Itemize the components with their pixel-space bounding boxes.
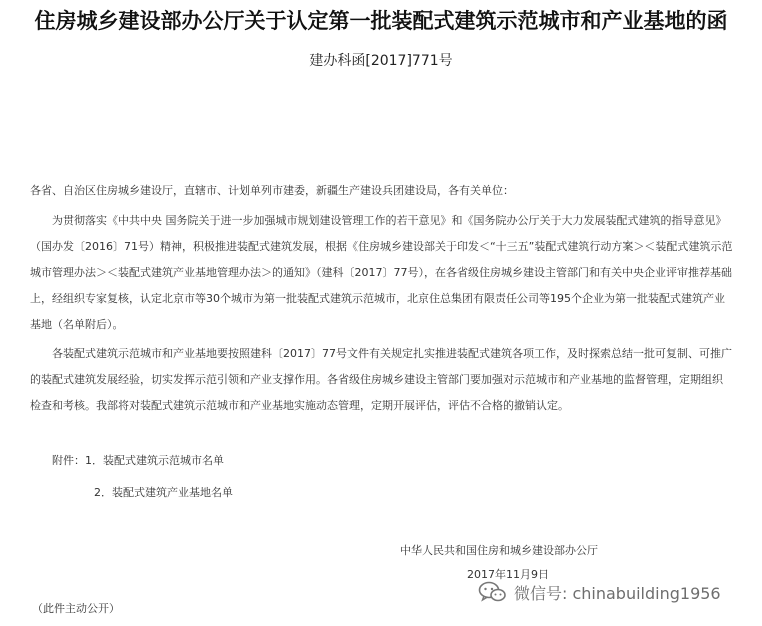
- disclosure-note: （此件主动公开）: [32, 602, 120, 615]
- body-paragraph-1: 为贯彻落实《中共中央 国务院关于进一步加强城市规划建设管理工作的若干意见》和《国务院办公厅关于大力发展装配式建筑的指导意见》（国办发〔2016〕71号）精神，积极推进装配式建筑发展，根据《住房城乡建设部关于印发＜“十三五”装配式建筑行动方案＞＜装配式建筑示范城市管理办法＞＜装配式建筑产业基地管理办法＞的通知》（建科〔2017〕77号），在各省级住房城乡建设主管部门和有关中央企业评审推荐基础上，经组织专家复核，认定北京市等30个城市为第一批装配式建筑示范城市，北京住总集团有限责任公司等195个企业为第一批装配式建筑产业基地（名单附后）。: [30, 214, 733, 331]
- watermark: [478, 579, 721, 605]
- document-title: 住房城乡建设部办公厅关于认定第一批装配式建筑示范城市和产业基地的函: [34, 9, 728, 33]
- attachment-2: 2．装配式建筑产业基地名单: [94, 486, 233, 499]
- document-number: 建办科函[2017]771号: [309, 53, 453, 69]
- attachment-1: 附件：1．装配式建筑示范城市名单: [52, 454, 224, 467]
- watermark-text: 微信号: chinabuilding1956: [514, 583, 721, 603]
- wechat-icon: [478, 581, 506, 603]
- body-paragraph-2: 各装配式建筑示范城市和产业基地要按照建科〔2017〕77号文件有关规定扎实推进装配式建筑各项工作，及时探索总结一批可复制、可推广的装配式建筑发展经验，切实发挥示范引领和产业支撑作用。各省级住房城乡建设主管部门要加强对示范城市和产业基地的监督管理，定期组织检查和考核。我部将对装配式建筑示范城市和产业基地实施动态管理，定期开展评估，评估不合格的撤销认定。: [30, 347, 732, 412]
- issuer-signature: 中华人民共和国住房和城乡建设部办公厅: [400, 544, 598, 557]
- issue-date: 2017年11月9日: [467, 568, 549, 581]
- salutation: 各省、自治区住房城乡建设厅，直辖市、计划单列市建委，新疆生产建设兵团建设局，各有关单位：: [30, 184, 514, 197]
